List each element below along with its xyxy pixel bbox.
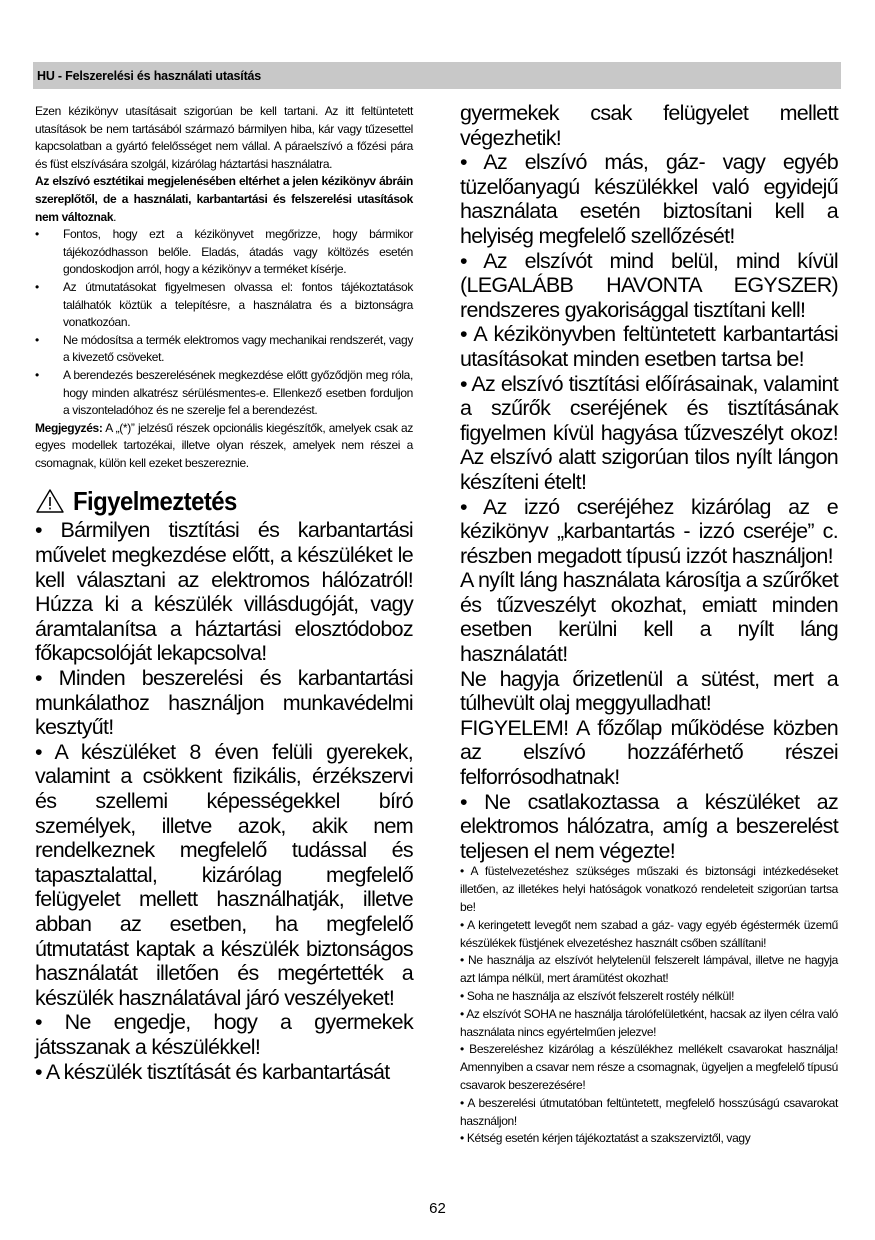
appearance-note-bold: Az elszívó esztétikai megjelenésében eltérhet a jelen kézikönyv ábráin szereplőtől, de a használati, karbantartási és felszerelési utasítások nem változnak [35,174,413,224]
list-item: • Az útmutatásokat figyelmesen olvassa el: fontos tájékoztatások találhatók köztük a telepítésre, a használatra és a biztonságra vonatkozóan. [35,279,413,332]
warning-triangle-icon [35,488,65,514]
appearance-note [35,173,413,226]
warning-paragraph: • Az elszívót mind belül, mind kívül (LEGALÁBB HAVONTA EGYSZER) rendszeres gyakorisággal tisztítani kell! [460,248,838,322]
warning-paragraph: FIGYELEM! A főzőlap működése közben az elszívó hozzáférhető részei felforrósodhatnak! [460,715,838,790]
warning-paragraph: • A készüléket 8 éven felüli gyerekek, valamint a csökkent fizikális, érzékszervi és szellemi képességekkel bíró személyek, illetve azok, akik nem rendelkeznek megfelelő tudással és tapasztalattal, kizárólag megfelelő felügyelet mellett használhatják, illetve abban az esetben, ha megfelelő útmutatást kaptak a készülék biztonságos használatát illetően és megértették a készülék használatával járó veszélyeket! [35,739,413,1010]
warning-title: Figyelmeztetés [73,485,237,516]
warning-paragraph: • Ne csatlakoztassa a készüléket az elektromos hálózatra, amíg a beszerelést teljesen el nem végezte! [460,789,838,863]
safety-paragraph: • A füstelvezetéshez szükséges műszaki és biztonsági intézkedéseket illetően, az illetékes helyi hatóságok vonatkozó rendeleteit szigorúan tartsa be! [460,864,838,914]
right-column [460,101,838,1148]
warning-paragraph: • Bármilyen tisztítási és karbantartási művelet megkezdése előtt, a készüléket le kell választani az elektromos hálózatról! Húzza ki a készülék villásdugóját, vagy áramtalanítsa a háztartási elosztódoboz főkapcsolóját lekapcsolva! [35,518,413,666]
safety-paragraph: • Beszereléshez kizárólag a készülékhez mellékelt csavarokat használja! Amennyiben a csavar nem része a csomagnak, ügyeljen a megfelelő típusú csavarok beszerezésére! [460,1042,838,1092]
appearance-note-end: . [113,209,117,224]
warning-paragraph: • Minden beszerelési és karbantartási munkálathoz használjon munkavédelmi kesztyűt! [35,666,413,740]
list-item: • A berendezés beszerelésének megkezdése előtt győződjön meg róla, hogy minden alkatrész sérülésmentes-e. Ellenkező esetben forduljon a viszonteladóhoz és ne szerelje fel a berendezést. [35,367,413,420]
warning-paragraph: • Az elszívó más, gáz- vagy egyéb tüzelőanyagú készülékkel való egyidejű használata esetén biztosítani kell a helyiség megfelelő szellőzését! [460,150,838,248]
safety-paragraph: • A keringetett levegőt nem szabad a gáz- vagy egyéb égéstermék üzemű készülékek füstjének elvezetéshez használt csőben szállítani! [460,917,838,950]
warning-paragraph: • A készülék tisztítását és karbantartását [35,1059,390,1084]
safety-paragraph: • Ne használja az elszívót helytelenül felszerelt lámpával, illetve ne hagyja azt lámpa nélkül, mert áramütést okozhat! [460,953,838,986]
safety-paragraph: • Soha ne használja az elszívót felszerelt rostély nélkül! [460,988,735,1003]
left-column [35,103,413,1084]
safety-paragraph: • Az elszívót SOHA ne használja tárolófelületként, hacsak az ilyen célra való használata nincs egyértelműen jelezve! [460,1006,838,1039]
warning-heading [35,484,413,518]
warning-paragraph: • Az elszívó tisztítási előírásainak, valamint a szűrők cseréjének és tisztításának figyelmen kívül hagyása tűzveszélyt okoz! Az elszívó alatt szigorúan tilos nyílt lángon készíteni ételt! [460,371,838,494]
warning-paragraph: A nyílt láng használata károsítja a szűrőket és tűzveszélyt okozhat, emiatt minden esetben kerülni kell a nyílt láng használatát! [460,568,838,667]
list-item: • Fontos, hogy ezt a kézikönyvet megőrizze, hogy bármikor tájékozódhasson belőle. Eladás, átadás vagy költözés esetén gondoskodjon arról, hogy a kézikönyv a terméket kísérje. [35,226,413,279]
note-text: A „(*)” jelzésű részek opcionális kiegészítők, amelyek csak az egyes modellek tartozékai, illetve olyan részek, amelyek nem részei a csomagnak, külön kell ezeket beszereznie. [35,420,413,470]
warning-paragraph: Ne hagyja őrizetlenül a sütést, mert a túlhevült olaj meggyulladhat! [460,666,838,716]
warning-paragraph: • Ne engedje, hogy a gyermekek játsszanak a készülékkel! [35,1010,413,1059]
instruction-list [35,226,413,420]
page-number: 62 [429,1200,446,1217]
intro-paragraph: Ezen kézikönyv utasításait szigorúan be kell tartani. Az itt feltüntetett utasítások be nem tartásából származó bármilyen hiba, kár vagy tűzesettel kapcsolatban a gyártó felelősséget nem vállal. A páraelszívó a főzési pára és füst elszívására szolgál, kizárólag háztartási használatra. [35,104,413,171]
warning-paragraph: gyermekek csak felügyelet mellett végezhetik! [460,101,838,150]
section-header: HU - Felszerelési és használati utasítás [33,62,841,89]
safety-paragraph: • A beszerelési útmutatóban feltüntetett, megfelelő hosszúságú csavarokat használjon! [460,1095,838,1128]
warning-paragraph: • A kézikönyvben feltüntetett karbantartási utasításokat minden esetben tartsa be! [460,322,838,371]
note-label: Megjegyzés: [35,420,103,435]
warning-paragraph: • Az izzó cseréjéhez kizárólag az e kézikönyv „karbantartás - izzó cseréje” c. részben megadott típusú izzót használjon! [460,494,838,568]
safety-paragraph: • Kétség esetén kérjen tájékoztatást a szakszerviztől, vagy [460,1131,751,1146]
list-item: • Ne módosítsa a termék elektromos vagy mechanikai rendszerét, vagy a kivezető csöveket. [35,332,413,367]
optional-parts-note [35,420,413,473]
